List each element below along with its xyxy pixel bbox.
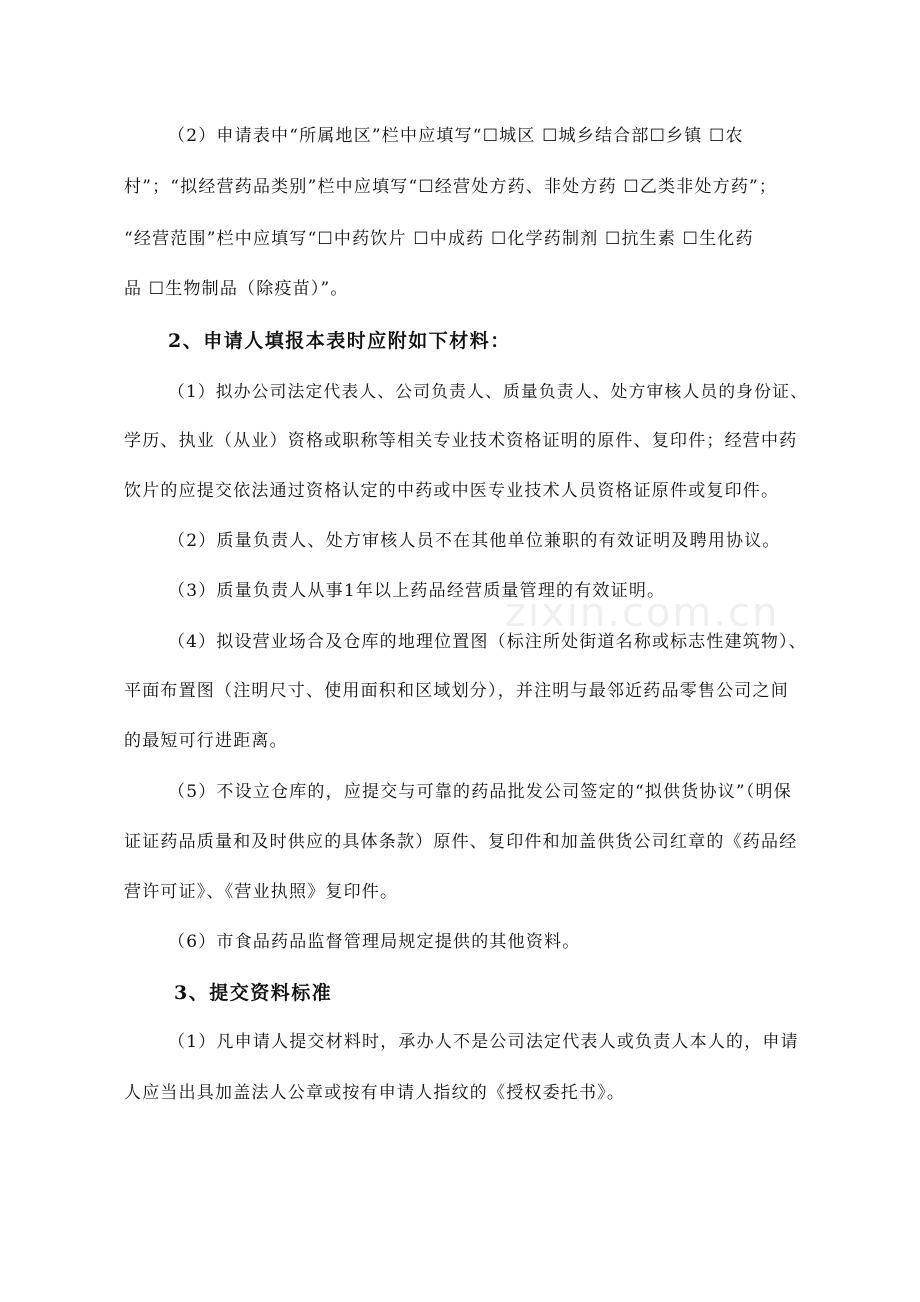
paragraph-line: （2）申请表中“所属地区”栏中应填写“☐城区 ☐城乡结合部☐乡镇 ☐农 bbox=[168, 126, 744, 146]
paragraph-line: 营许可证》、《营业执照》复印件。 bbox=[124, 882, 399, 902]
paragraph-line: 的最短可行进距离。 bbox=[124, 731, 288, 751]
paragraph-line: （2）质量负责人、处方审核人员不在其他单位兼职的有效证明及聘用协议。 bbox=[168, 531, 781, 551]
paragraph-line: 饮片的应提交依法通过资格认定的中药或中医专业技术人员资格证原件或复印件。 bbox=[124, 481, 780, 501]
section-heading: 3、提交资料标准 bbox=[174, 982, 333, 1004]
paragraph-line: 平面布置图（注明尺寸、使用面积和区域划分），并注明与最邻近药品零售公司之间 bbox=[124, 681, 789, 701]
paragraph-line: 品 ☐生物制品（除疫苗）”。 bbox=[124, 279, 349, 299]
paragraph-line: （1）凡申请人提交材料时，承办人不是公司法定代表人或负责人本人的，申请 bbox=[168, 1032, 799, 1052]
paragraph-line: 人应当出具加盖法人公章或按有申请人指纹的《授权委托书》。 bbox=[124, 1083, 626, 1103]
paragraph-line: （4）拟设营业场合及仓库的地理位置图（标注所处街道名称或标志性建筑物）、 bbox=[168, 631, 807, 651]
paragraph-line: 村”；“拟经营药品类别”栏中应填写“☐经营处方药、非处方药 ☐乙类非处方药”； bbox=[124, 177, 778, 197]
paragraph-line: 学历、执业（从业）资格或职称等相关专业技术资格证明的原件、复印件；经营中药 bbox=[124, 431, 798, 451]
paragraph-line: （6）市食品药品监督管理局规定提供的其他资料。 bbox=[168, 932, 581, 952]
paragraph-line: “经营范围”栏中应填写“☐中药饮片 ☐中成药 ☐化学药制剂 ☐抗生素 ☐生化药 bbox=[124, 229, 754, 249]
paragraph-line: （3）质量负责人从事1年以上药品经营质量管理的有效证明。 bbox=[168, 581, 666, 601]
paragraph-line: （5）不设立仓库的，应提交与可靠的药品批发公司签定的“拟供货协议”（明保 bbox=[168, 782, 792, 802]
watermark: zixin.com.cn bbox=[505, 590, 780, 636]
section-heading: 2、申请人填报本表时应附如下材料： bbox=[168, 330, 511, 352]
paragraph-line: （1）拟办公司法定代表人、公司负责人、质量负责人、处方审核人员的身份证、 bbox=[168, 381, 809, 401]
paragraph-line: 证证药品质量和及时供应的具体条款）原件、复印件和加盖供货公司红章的《药品经 bbox=[124, 832, 798, 852]
